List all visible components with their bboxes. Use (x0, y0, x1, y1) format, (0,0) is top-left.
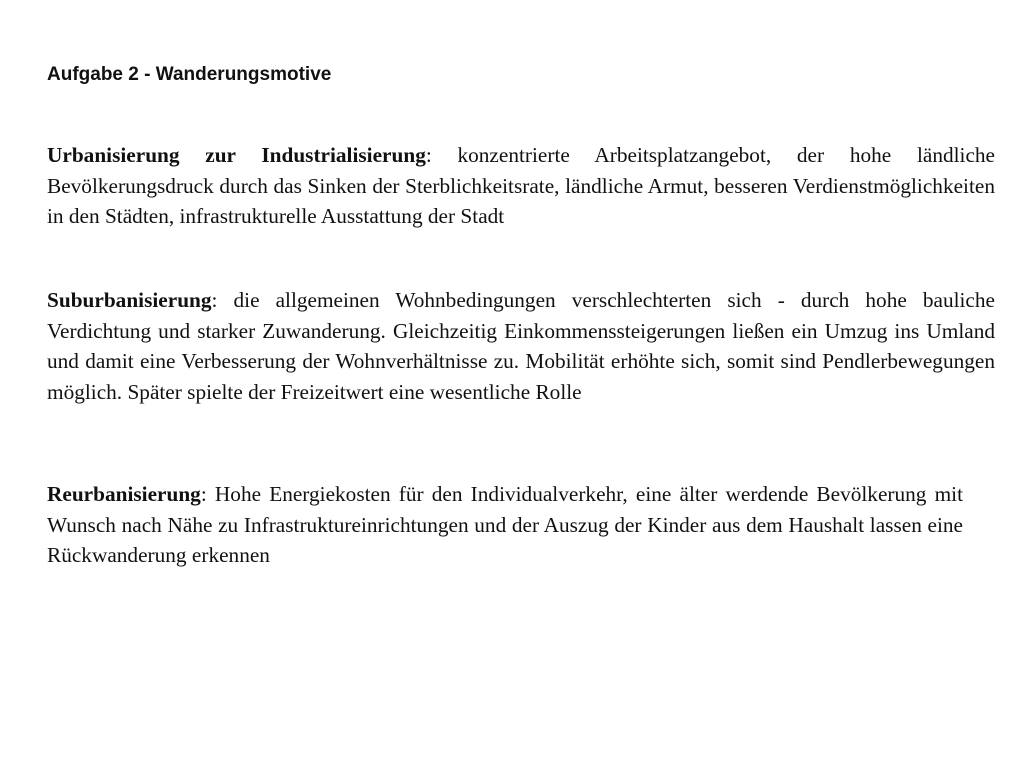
term-reurbanisierung: Reurbanisierung (47, 482, 201, 506)
term-suburbanisierung: Suburbanisierung (47, 288, 212, 312)
term-urbanisierung: Urbanisierung zur Industrialisierung (47, 143, 426, 167)
text-urbanisierung: : konzentrierte Arbeitsplatzangebot, der hohe ländliche Bevölkerungsdruck durch das Sinken der Sterblichkeitsrate, ländliche Armut, besseren Verdienstmöglichkeiten in den Städten, infrastrukturelle Ausstattung der Stadt (47, 143, 995, 228)
text-reurbanisierung: : Hohe Energiekosten für den Individualverkehr, eine älter werdende Bevölkerung mit Wunsch nach Nähe zu Infrastruktureinrichtungen und der Auszug der Kinder aus dem Haushalt lassen eine Rückwanderung erkennen (47, 482, 963, 567)
text-suburbanisierung: : die allgemeinen Wohnbedingungen verschlechterten sich - durch hohe bauliche Verdichtung und starker Zuwanderung. Gleichzeitig Einkommenssteigerungen ließen ein Umzug ins Umland und damit eine Verbesserung der Wohnverhältnisse zu. Mobilität erhöhte sich, somit sind Pendlerbewegungen möglich. Später spielte der Freizeitwert eine wesentliche Rolle (47, 288, 995, 404)
slide-title: Aufgabe 2 - Wanderungsmotive (47, 64, 332, 85)
paragraph-urbanisierung (47, 140, 995, 232)
paragraph-reurbanisierung (47, 479, 963, 571)
paragraph-suburbanisierung (47, 285, 995, 407)
